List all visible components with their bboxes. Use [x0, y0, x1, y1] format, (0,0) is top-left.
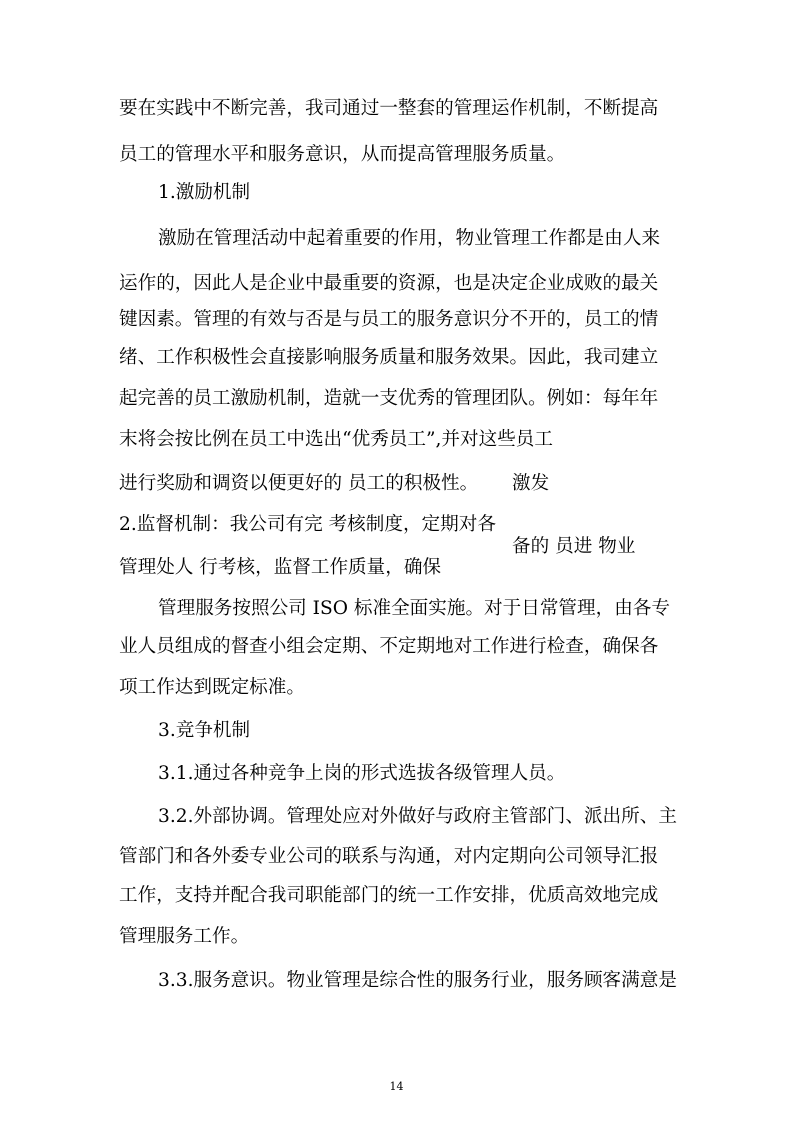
- text-line: 工作，支持并配合我司职能部门的统一工作安排，优质高效地完成: [119, 885, 659, 906]
- section-heading: 3.竞争机制: [158, 720, 251, 741]
- text-line: 3.3.服务意识。物业管理是综合性的服务行业，服务顾客满意是: [158, 970, 677, 991]
- page-number: 14: [389, 1080, 404, 1093]
- section-heading: 2.监督机制：我公司有完 考核制度，定期对各: [119, 514, 496, 535]
- text-line: 员工的管理水平和服务意识，从而提高管理服务质量。: [119, 144, 566, 165]
- text-line: 业人员组成的督查小组会定期、不定期地对工作进行检查，确保各: [119, 636, 659, 657]
- text-line: 起完善的员工激励机制，造就一支优秀的管理团队。例如：每年年: [119, 388, 659, 409]
- text-line: 键因素。管理的有效与否是与员工的服务意识分不开的，员工的情: [119, 309, 659, 330]
- text-line: 绪、工作积极性会直接影响服务质量和服务效果。因此，我司建立: [119, 347, 659, 368]
- text-line: 末将会按比例在员工中选出“优秀员工”,并对这些员工: [119, 429, 553, 450]
- section-heading: 1.激励机制: [158, 182, 251, 203]
- text-line: 管理处人 行考核，监督工作质量，确保: [119, 557, 442, 578]
- text-fragment: 备的 员进 物业: [512, 536, 636, 557]
- text-line: 3.2.外部协调。管理处应对外做好与政府主管部门、派出所、主: [158, 806, 677, 827]
- text-fragment: 激发: [512, 473, 550, 494]
- text-line: 运作的，因此人是企业中最重要的资源，也是决定企业成败的最关: [119, 273, 659, 294]
- text-line: 管理服务工作。: [119, 926, 250, 947]
- text-line: 3.1.通过各种竞争上岗的形式选拔各级管理人员。: [158, 763, 566, 784]
- text-line: 管理服务按照公司 ISO 标准全面实施。对于日常管理，由各专: [158, 598, 670, 619]
- text-line: 项工作达到既定标准。: [119, 677, 305, 698]
- text-line: 激励在管理活动中起着重要的作用，物业管理工作都是由人来: [158, 228, 661, 249]
- text-line: 要在实践中不断完善，我司通过一整套的管理运作机制，不断提高: [119, 98, 659, 119]
- text-line: 管部门和各外委专业公司的联系与沟通，对内定期向公司领导汇报: [119, 846, 659, 867]
- text-line: 进行奖励和调资以便更好的 员工的积极性。: [119, 473, 479, 494]
